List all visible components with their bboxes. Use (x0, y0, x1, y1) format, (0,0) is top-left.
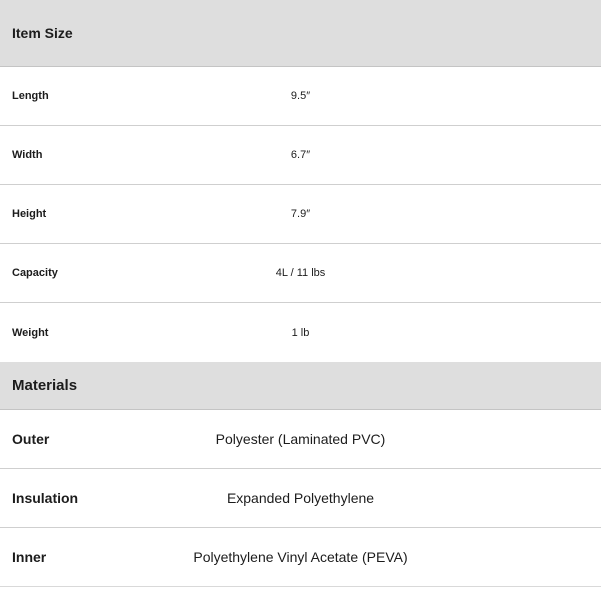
spec-label: Outer (12, 431, 50, 447)
spec-label: Weight (12, 326, 49, 339)
spec-value: 9.5″ (290, 90, 311, 102)
spec-row-capacity (0, 244, 601, 303)
materials-header-label: Materials (12, 377, 78, 394)
spec-row-width (0, 126, 601, 185)
spec-row-weight (0, 303, 601, 362)
spec-value: 6.7″ (290, 149, 311, 161)
spec-label: Capacity (12, 267, 58, 279)
spec-row-height (0, 185, 601, 244)
spec-value: Polyester (Laminated PVC) (215, 431, 386, 447)
materials-header (0, 362, 601, 410)
spec-value: Polyethylene Vinyl Acetate (PEVA) (193, 549, 408, 565)
spec-row-insulation (0, 469, 601, 528)
spec-value: 7.9″ (290, 208, 311, 220)
spec-label: Insulation (12, 490, 79, 506)
spec-value: Expanded Polyethylene (226, 490, 375, 506)
spec-value: 1 lb (291, 326, 310, 339)
spec-value: 4L / 11 lbs (275, 267, 326, 279)
spec-label: Inner (12, 549, 47, 565)
spec-label: Width (12, 149, 43, 161)
item-size-header (0, 0, 601, 67)
spec-label: Length (12, 90, 49, 102)
spec-row-length (0, 67, 601, 126)
item-size-header-label: Item Size (12, 25, 73, 41)
spec-label: Height (12, 208, 47, 220)
spec-row-outer (0, 410, 601, 469)
spec-row-inner (0, 528, 601, 587)
